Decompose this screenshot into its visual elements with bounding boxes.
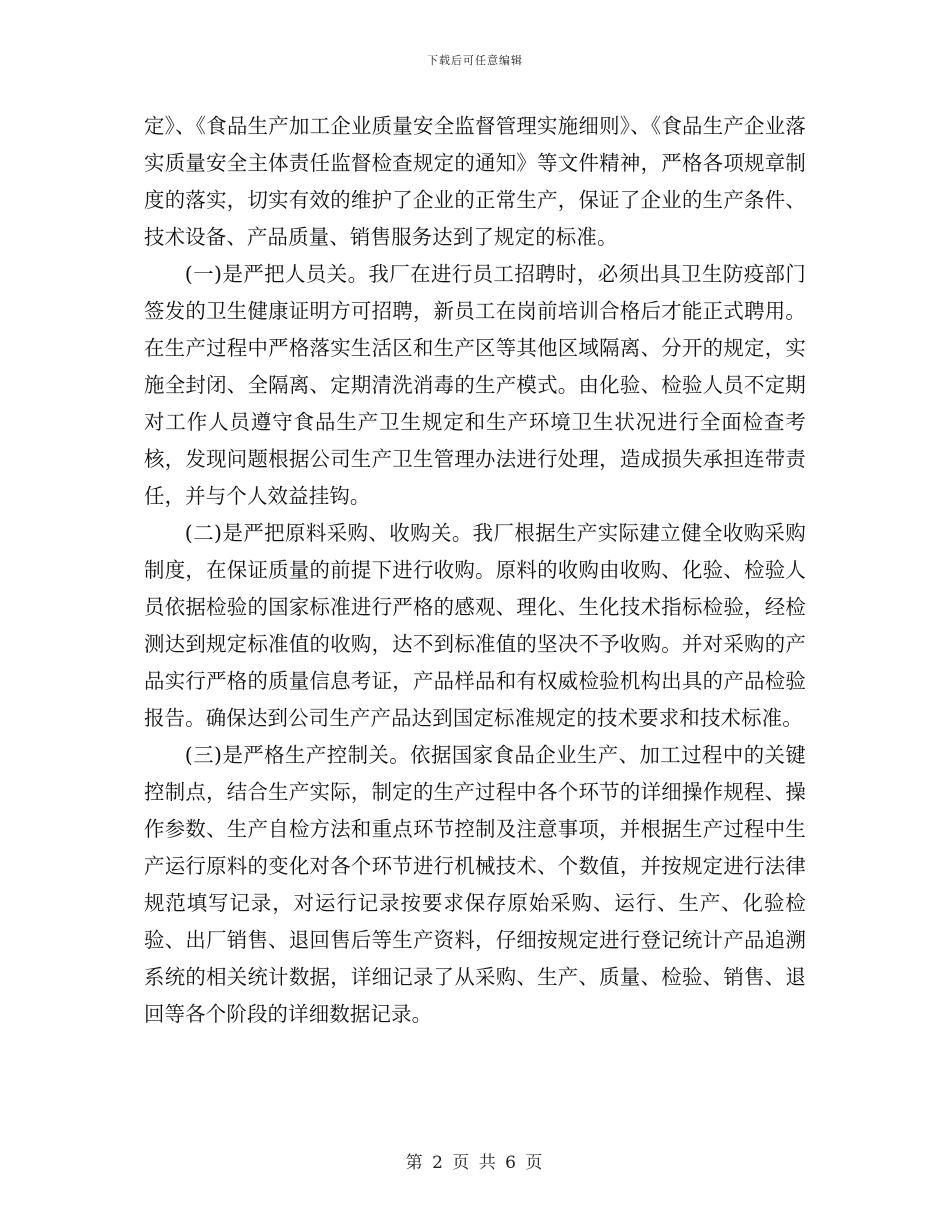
document-body bbox=[144, 108, 806, 1033]
paragraph-personnel: (一)是严把人员关。我厂在进行员工招聘时，必须出具卫生防疫部门签发的卫生健康证明方可招聘，新员工在岗前培训合格后才能正式聘用。在生产过程中严格落实生活区和生产区等其他区域隔离、分开的规定，实施全封闭、全隔离、定期清洗消毒的生产模式。由化验、检验人员不定期对工作人员遵守食品生产卫生规定和生产环境卫生状况进行全面检查考核，发现问题根据公司生产卫生管理办法进行处理，造成损失承担连带责任，并与个人效益挂钩。 bbox=[144, 262, 806, 508]
page-number: 第 2 页 共 6 页 bbox=[405, 1153, 545, 1173]
page-header: 下载后可任意编辑 bbox=[427, 54, 523, 67]
paragraph-continuation: 定》、《食品生产加工企业质量安全监督管理实施细则》、《食品生产企业落实质量安全主体责任监督检查规定的通知》等文件精神，严格各项规章制度的落实，切实有效的维护了企业的正常生产，保证了企业的生产条件、技术设备、产品质量、销售服务达到了规定的标准。 bbox=[144, 114, 806, 249]
paragraph-procurement: (二)是严把原料采购、收购关。我厂根据生产实际建立健全收购采购制度，在保证质量的前提下进行收购。原料的收购由收购、化验、检验人员依据检验的国家标准进行严格的感观、理化、生化技术指标检验，经检测达到规定标准值的收购，达不到标准值的坚决不予收购。并对采购的产品实行严格的质量信息考证，产品样品和有权威检验机构出具的产品检验报告。确保达到公司生产产品达到国定标准规定的技术要求和技术标准。 bbox=[144, 521, 806, 730]
paragraph-production-control: (三)是严格生产控制关。依据国家食品企业生产、加工过程中的关键控制点，结合生产实际，制定的生产过程中各个环节的详细操作规程、操作参数、生产自检方法和重点环节控制及注意事项，并根据生产过程中生产运行原料的变化对各个环节进行机械技术、个数值，并按规定进行法律规范填写记录，对运行记录按要求保存原始采购、运行、生产、化验检验、出厂销售、退回售后等生产资料，仔细按规定进行登记统计产品追溯系统的相关统计数据，详细记录了从采购、生产、质量、检验、销售、退回等各个阶段的详细数据记录。 bbox=[144, 743, 806, 1026]
